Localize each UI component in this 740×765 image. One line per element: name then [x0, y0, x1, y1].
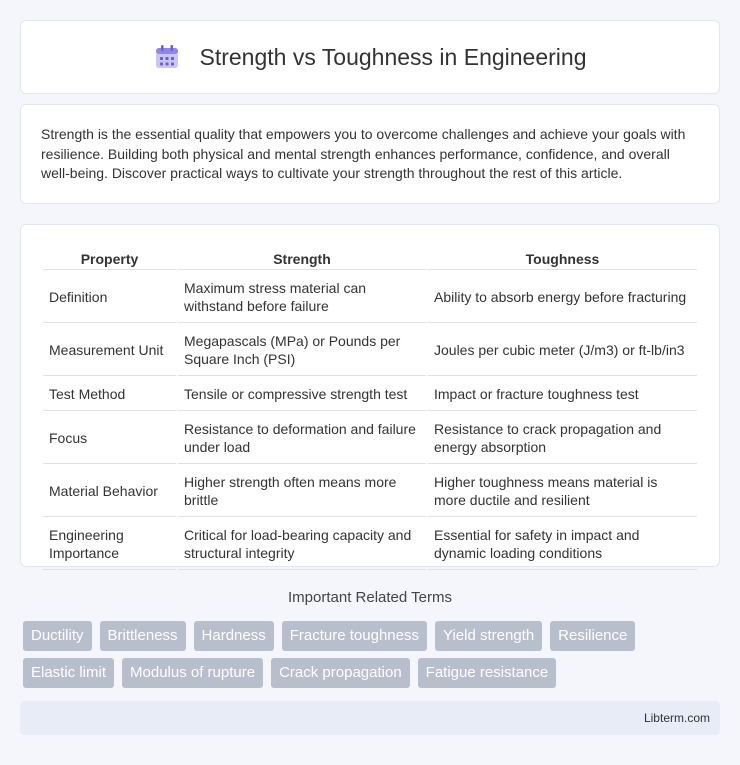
cell-property: Measurement Unit [43, 325, 176, 376]
footer-link[interactable]: Libterm.com [643, 711, 710, 725]
table-row [43, 519, 697, 570]
cell-toughness: Ability to absorb energy before fracturing [428, 272, 697, 323]
cell-toughness: Resistance to crack propagation and energy absorption [428, 413, 697, 464]
header [153, 43, 586, 71]
header-property: Property [43, 247, 176, 270]
tag-yield-strength[interactable]: Yield strength [435, 621, 542, 651]
cell-property: Focus [43, 413, 176, 464]
cell-toughness: Impact or fracture toughness test [428, 378, 697, 411]
cell-toughness: Higher toughness means material is more ductile and resilient [428, 466, 697, 517]
table-row [43, 413, 697, 464]
intro-text: Strength is the essential quality that empowers you to overcome challenges and achieve your goals with resilience. Building both physical and mental strength enhances performance, confidence, and overall well-being. Discover practical ways to cultivate your strength throughout the rest of this article. [41, 126, 686, 181]
cell-property: Definition [43, 272, 176, 323]
cell-property: Test Method [43, 378, 176, 411]
cell-strength: Higher strength often means more brittle [178, 466, 426, 517]
tag-ductility[interactable]: Ductility [23, 621, 92, 651]
related-terms-title: Important Related Terms [288, 589, 452, 606]
cell-strength: Megapascals (MPa) or Pounds per Square Inch (PSI) [178, 325, 426, 376]
table-row [43, 466, 697, 517]
cell-toughness: Essential for safety in impact and dynamic loading conditions [428, 519, 697, 570]
tag-resilience[interactable]: Resilience [550, 621, 635, 651]
cell-toughness: Joules per cubic meter (J/m3) or ft-lb/in3 [428, 325, 697, 376]
tag-elastic-limit[interactable]: Elastic limit [23, 658, 114, 688]
calendar-icon [153, 43, 181, 71]
tag-fracture-toughness[interactable]: Fracture toughness [282, 621, 427, 651]
related-terms-tags [23, 621, 723, 688]
page-title: Strength vs Toughness in Engineering [199, 43, 587, 70]
table-row [43, 325, 697, 376]
footer [20, 701, 720, 735]
header-card [20, 20, 720, 94]
tag-crack-propagation[interactable]: Crack propagation [271, 658, 410, 688]
cell-strength: Resistance to deformation and failure under load [178, 413, 426, 464]
table-row [43, 272, 697, 323]
comparison-table-card [20, 224, 720, 567]
table-header-row [43, 247, 697, 270]
cell-strength: Critical for load-bearing capacity and structural integrity [178, 519, 426, 570]
tag-hardness[interactable]: Hardness [194, 621, 274, 651]
tag-brittleness[interactable]: Brittleness [100, 621, 186, 651]
header-toughness: Toughness [428, 247, 697, 270]
table-row [43, 378, 697, 411]
header-strength: Strength [178, 247, 426, 270]
cell-strength: Maximum stress material can withstand before failure [178, 272, 426, 323]
tag-modulus-of-rupture[interactable]: Modulus of rupture [122, 658, 263, 688]
cell-property: Engineering Importance [43, 519, 176, 570]
intro-card [20, 104, 720, 204]
cell-strength: Tensile or compressive strength test [178, 378, 426, 411]
cell-property: Material Behavior [43, 466, 176, 517]
tag-fatigue-resistance[interactable]: Fatigue resistance [418, 658, 557, 688]
comparison-table [41, 245, 699, 572]
